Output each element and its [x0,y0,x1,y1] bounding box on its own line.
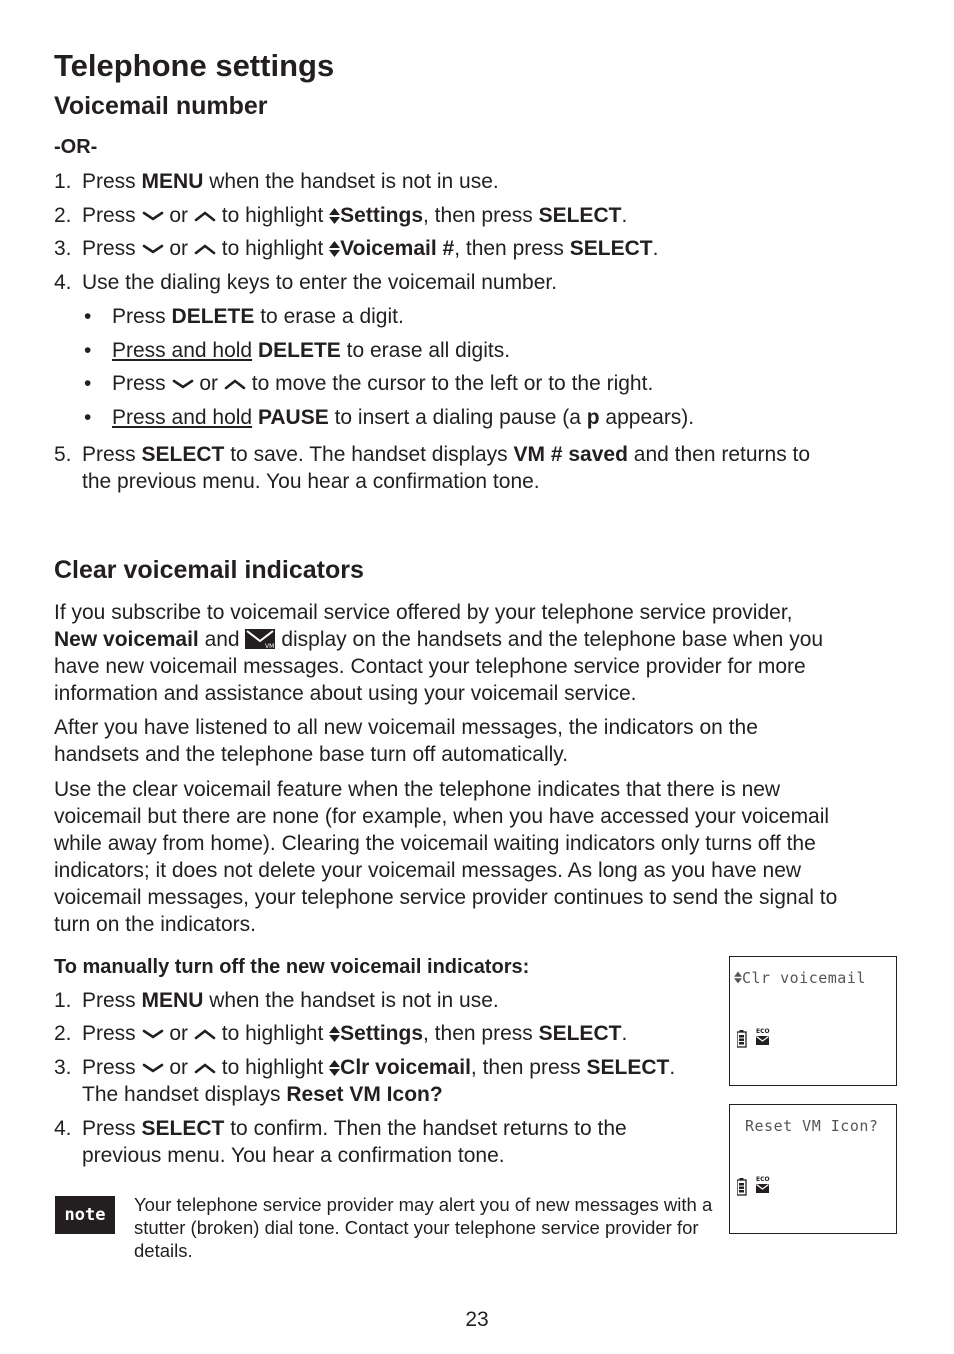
section-title-voicemail-number: Voicemail number [54,92,268,120]
up-down-arrow-icon [329,241,340,257]
down-arrow-icon [142,1061,164,1075]
clear-paragraph-2: After you have listened to all new voicemail messages, the indicators on the handsets and the telephone base turn off automatically. [54,716,758,766]
bullet-dot: • [84,339,92,362]
step-number: 1. [54,989,72,1012]
clear-step-2: Press or to highlight Settings, then press SELECT. [82,1022,628,1045]
vm-step-4: Use the dialing keys to enter the voicemail number. [82,271,558,294]
note-text: Your telephone service provider may alert you of new messages with a stutter (broken) dial tone. Contact your telephone service provider for details. [134,1194,713,1261]
handset-screen-reset-vm [729,1104,897,1234]
vm-bullet-3: Press or to move the cursor to the left or to the right. [112,372,654,395]
step-number: 4. [54,271,72,294]
page-number: 23 [465,1308,489,1331]
clear-paragraph-3: Use the clear voicemail feature when the telephone indicates that there is new voicemail but there are none (for example, when you have accessed your voicemail while away from home). Clearing the voicemail waiting indicators only turns off the indicators; it does not delete your voicemail messages. As long as you have new voicemail messages, your telephone service provider continues to send the signal to turn on the indicators. [54,778,838,936]
step-number: 2. [54,204,72,227]
up-down-arrow-icon [329,1060,340,1076]
screen-menu-text: Clr voicemail [734,969,866,987]
up-down-arrow-icon [329,1026,340,1042]
vm-step-5: Press SELECT to save. The handset displays VM # saved and then returns to the previous menu. You hear a confirmation tone. [82,443,811,493]
down-arrow-icon [142,209,164,223]
step-number: 3. [54,237,72,260]
status-icons [737,1027,773,1054]
vm-bullet-1: Press DELETE to erase a digit. [112,305,404,328]
clear-step-1: Press MENU when the handset is not in use. [82,989,499,1012]
up-arrow-icon [224,377,246,391]
clear-paragraph-1: If you subscribe to voicemail service offered by your telephone service provider, New voicemail and VM display on the handsets and the telephone base when you have new voicemail messages. Contact your telephone service provider for more information and assistance about using your voicemail service. [54,601,824,705]
vm-step-3: Press or to highlight Voicemail #, then press SELECT. [82,237,659,260]
up-arrow-icon [194,1061,216,1075]
eco-label: ECO [756,1028,770,1035]
clear-step-4: Press SELECT to confirm. Then the handset returns to the previous menu. You hear a confirmation tone. [82,1117,627,1167]
svg-text:VM: VM [265,643,275,650]
battery-icon [737,1027,773,1049]
procedure-subheading: To manually turn off the new voicemail indicators: [54,956,530,978]
bullet-dot: • [84,372,92,395]
up-down-arrow-icon [734,971,742,984]
clear-step-3: Press or to highlight Clr voicemail, then press SELECT. The handset displays Reset VM Icon? [82,1056,676,1106]
step-number: 3. [54,1056,72,1079]
down-arrow-icon [142,1027,164,1041]
vm-step-1: Press MENU when the handset is not in use. [82,170,499,193]
section-title-clear-voicemail: Clear voicemail indicators [54,556,364,584]
status-icons [737,1175,773,1202]
new-voicemail-icon [245,628,275,650]
or-label: -OR- [54,136,98,158]
step-number: 5. [54,443,72,466]
screen-prompt-text: Reset VM Icon? [745,1117,879,1135]
bullet-dot: • [84,305,92,328]
down-arrow-icon [172,377,194,391]
handset-screen-clr-voicemail [729,956,897,1086]
step-number: 2. [54,1022,72,1045]
vm-bullet-4: Press and hold PAUSE to insert a dialing pause (a p appears). [112,406,695,429]
down-arrow-icon [142,242,164,256]
vm-step-2: Press or to highlight Settings, then press SELECT. [82,204,628,227]
note-badge: note [55,1196,115,1234]
vm-bullet-2: Press and hold DELETE to erase all digits. [112,339,511,362]
battery-icon [737,1175,773,1197]
step-number: 4. [54,1117,72,1140]
eco-label: ECO [756,1176,770,1183]
step-number: 1. [54,170,72,193]
up-arrow-icon [194,242,216,256]
up-down-arrow-icon [329,208,340,224]
up-arrow-icon [194,1027,216,1041]
page-title: Telephone settings [54,48,335,83]
bullet-dot: • [84,406,92,429]
up-arrow-icon [194,209,216,223]
